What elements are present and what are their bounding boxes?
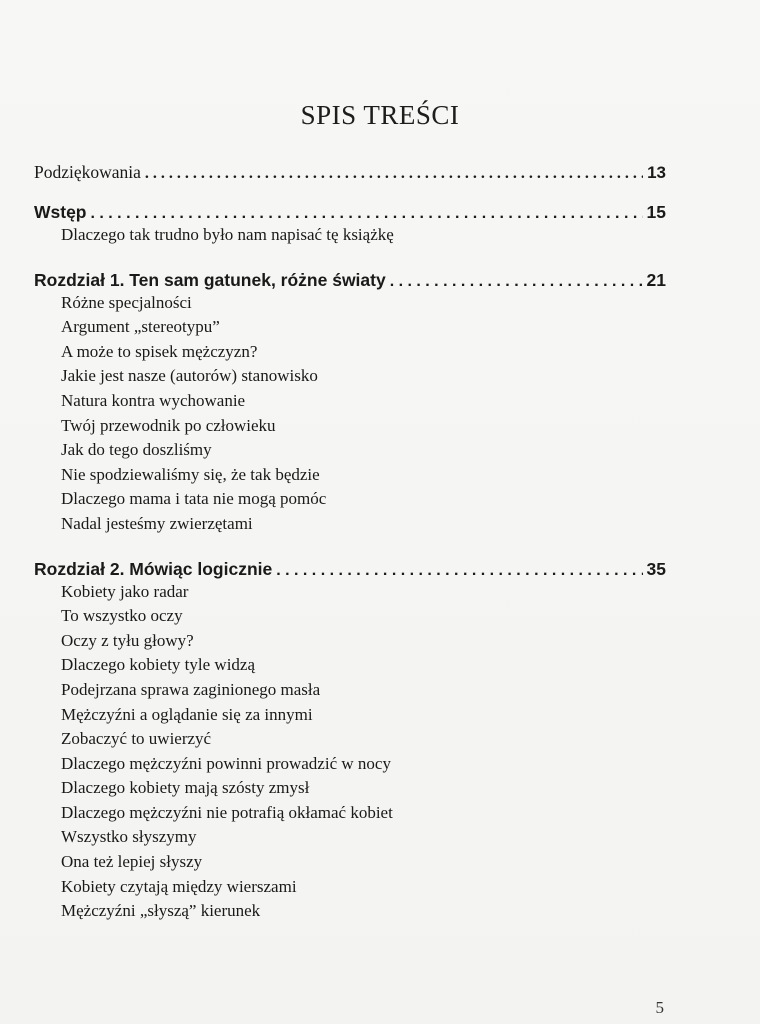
subentries	[61, 291, 666, 537]
subentries	[61, 223, 666, 248]
subentries	[61, 580, 666, 924]
entry-label: Rozdział 2. Mówiąc logicznie	[34, 558, 273, 579]
subentry: Wszystko słyszymy	[61, 827, 197, 847]
subentry: Kobiety jako radar	[61, 581, 189, 601]
subentry: Mężczyźni a oglądanie się za innymi	[61, 704, 313, 724]
subentry: Dlaczego mężczyźni powinni prowadzić w nocy	[61, 753, 391, 773]
dot-leader	[145, 165, 643, 183]
dot-leader	[276, 562, 642, 580]
toc-entry-chapter-2	[34, 559, 666, 924]
dot-leader	[390, 273, 643, 291]
subentry: Dlaczego mężczyźni nie potrafią okłamać kobiet	[61, 802, 393, 822]
subentry: Argument „stereotypu”	[61, 317, 220, 337]
dot-leader	[91, 205, 643, 223]
page-title: SPIS TREŚCI	[300, 100, 460, 130]
entry-page-number: 21	[646, 269, 666, 290]
toc-entry-introduction	[34, 202, 666, 248]
subentry: A może to spisek mężczyzn?	[61, 341, 258, 361]
toc-entry-chapter-1	[34, 270, 666, 537]
subentry: Jakie jest nasze (autorów) stanowisko	[61, 366, 318, 386]
toc-entry-acknowledgements	[34, 162, 666, 192]
subentry: Twój przewodnik po człowieku	[61, 415, 276, 435]
subentry: To wszystko oczy	[61, 606, 183, 626]
subentry: Natura kontra wychowanie	[61, 390, 246, 410]
subentry: Podejrzana sprawa zaginionego masła	[61, 679, 321, 699]
subentry: Zobaczyć to uwierzyć	[61, 729, 212, 749]
subentry: Nie spodziewaliśmy się, że tak będzie	[61, 464, 320, 484]
subentry: Ona też lepiej słyszy	[61, 852, 203, 872]
entry-page-number: 35	[646, 558, 666, 579]
subentry: Nadal jesteśmy zwierzętami	[61, 513, 253, 533]
entry-label: Rozdział 1. Ten sam gatunek, różne światy	[34, 269, 386, 290]
subentry: Dlaczego tak trudno było nam napisać tę książkę	[61, 225, 394, 244]
subentry: Kobiety czytają między wierszami	[61, 876, 297, 896]
subentry: Dlaczego mama i tata nie mogą pomóc	[61, 489, 327, 509]
subentry: Jak do tego doszliśmy	[61, 440, 212, 460]
entry-label: Wstęp	[34, 202, 87, 222]
subentry: Dlaczego kobiety mają szósty zmysł	[61, 778, 310, 798]
page-number: 5	[655, 998, 664, 1017]
entry-page-number: 13	[647, 163, 666, 182]
subentry: Oczy z tyłu głowy?	[61, 630, 194, 650]
entry-page-number: 15	[646, 202, 666, 222]
entry-label: Podziękowania	[34, 162, 141, 182]
table-of-contents	[34, 162, 666, 946]
subentry: Dlaczego kobiety tyle widzą	[61, 655, 256, 675]
subentry: Mężczyźni „słyszą” kierunek	[61, 901, 261, 921]
subentry: Różne specjalności	[61, 292, 192, 312]
